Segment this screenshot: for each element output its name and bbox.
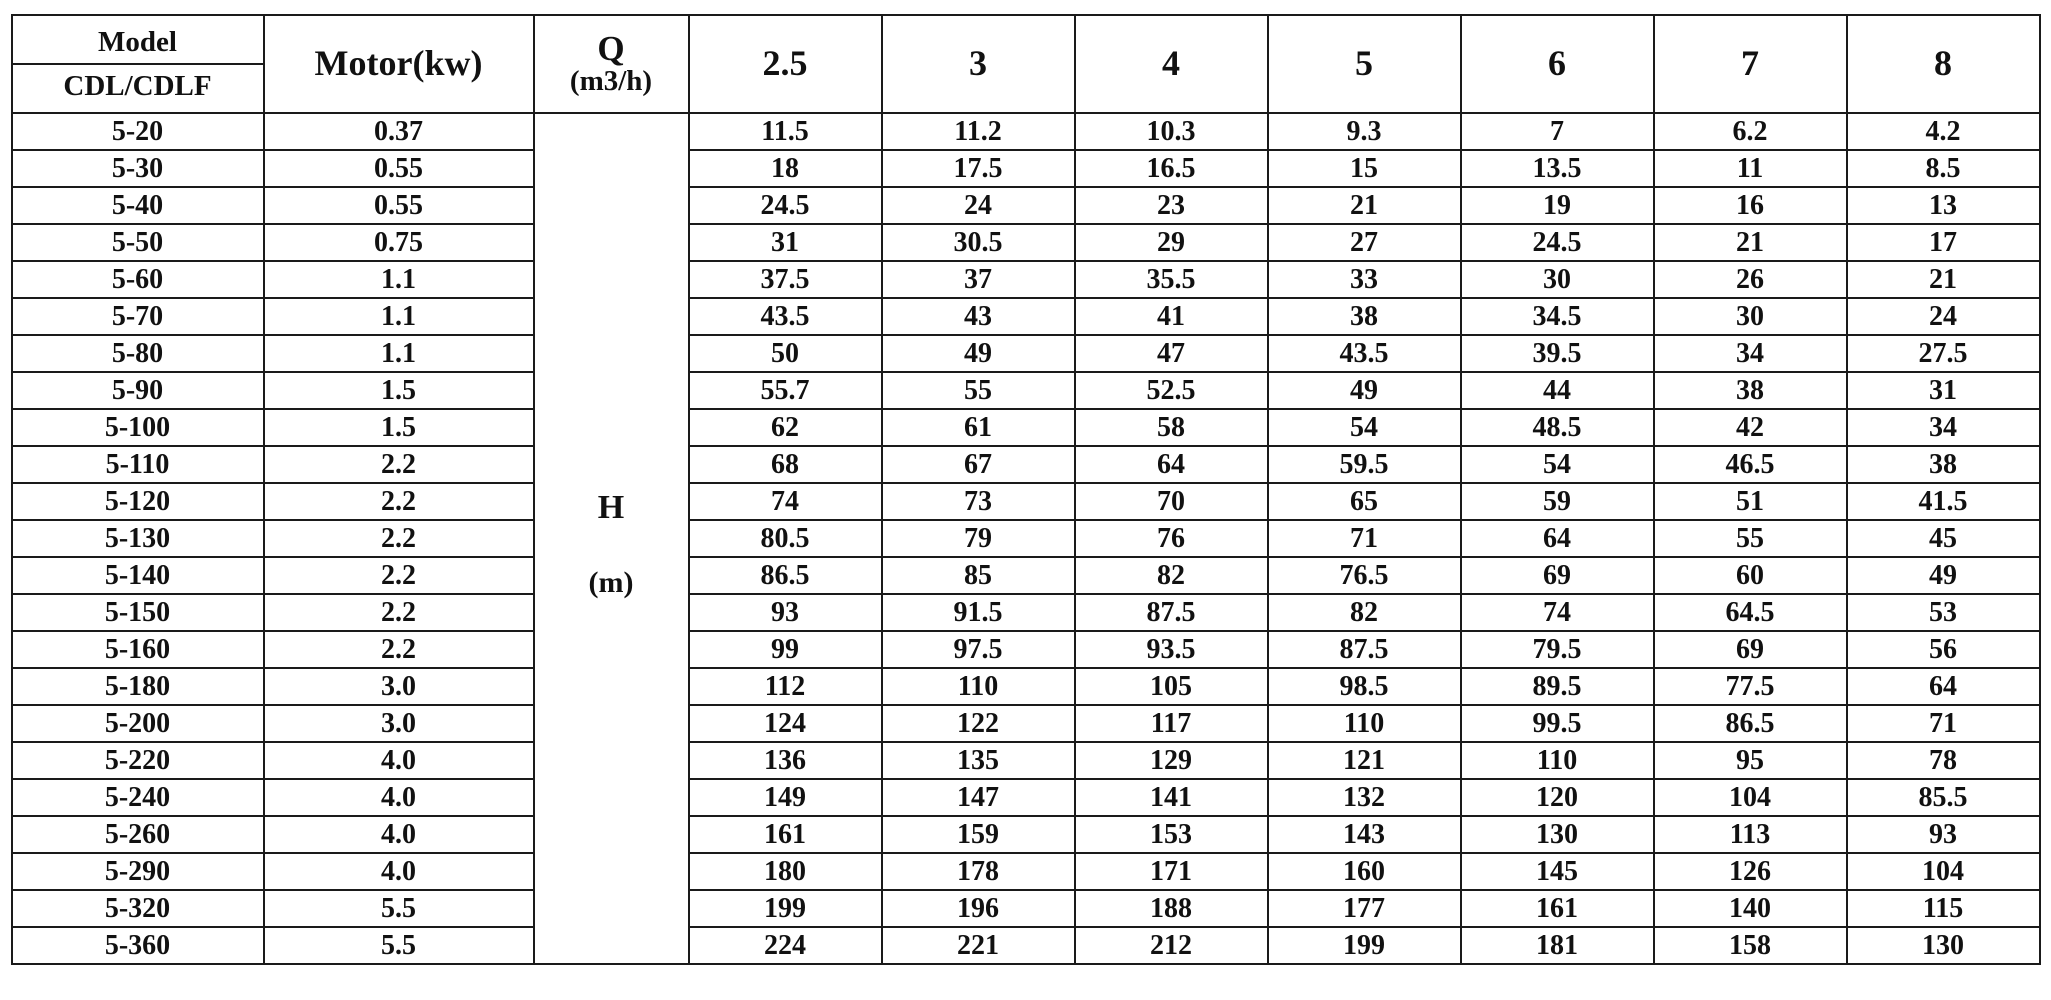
cell-head-value: 21 <box>1847 261 2040 298</box>
cell-head-value: 136 <box>689 742 882 779</box>
cell-head-value: 39.5 <box>1461 335 1654 372</box>
table-row <box>12 594 2040 631</box>
cell-motor: 5.5 <box>264 890 534 927</box>
cell-head-value: 149 <box>689 779 882 816</box>
cell-head-value: 64 <box>1075 446 1268 483</box>
cell-head-value: 26 <box>1654 261 1847 298</box>
cell-head-value: 27 <box>1268 224 1461 261</box>
header-flow-2: 4 <box>1075 15 1268 113</box>
table-row <box>12 372 2040 409</box>
cell-head-value: 85 <box>882 557 1075 594</box>
header-model <box>12 15 264 113</box>
cell-head-value: 158 <box>1654 927 1847 964</box>
cell-head-value: 38 <box>1654 372 1847 409</box>
cell-head-value: 85.5 <box>1847 779 2040 816</box>
cell-motor: 4.0 <box>264 779 534 816</box>
cell-model: 5-220 <box>12 742 264 779</box>
cell-head-value: 199 <box>689 890 882 927</box>
header-model-line1: Model <box>13 27 263 65</box>
cell-head-value: 76.5 <box>1268 557 1461 594</box>
table-row <box>12 890 2040 927</box>
cell-head-value: 11.5 <box>689 113 882 150</box>
cell-head-value: 196 <box>882 890 1075 927</box>
cell-head-value: 17.5 <box>882 150 1075 187</box>
cell-head-value: 93.5 <box>1075 631 1268 668</box>
cell-head-value: 147 <box>882 779 1075 816</box>
cell-head-value: 8.5 <box>1847 150 2040 187</box>
cell-head-value: 54 <box>1268 409 1461 446</box>
cell-head-value: 69 <box>1654 631 1847 668</box>
cell-head-value: 80.5 <box>689 520 882 557</box>
cell-head-value: 89.5 <box>1461 668 1654 705</box>
cell-head-value: 159 <box>882 816 1075 853</box>
cell-motor: 2.2 <box>264 557 534 594</box>
cell-head-value: 86.5 <box>689 557 882 594</box>
cell-head-value: 41 <box>1075 298 1268 335</box>
cell-model: 5-360 <box>12 927 264 964</box>
cell-model: 5-140 <box>12 557 264 594</box>
table-row <box>12 816 2040 853</box>
table-row <box>12 446 2040 483</box>
cell-head-value: 188 <box>1075 890 1268 927</box>
cell-head-value: 24 <box>1847 298 2040 335</box>
cell-head-value: 199 <box>1268 927 1461 964</box>
cell-model: 5-100 <box>12 409 264 446</box>
cell-head-value: 121 <box>1268 742 1461 779</box>
cell-head-value: 93 <box>1847 816 2040 853</box>
cell-head-value: 56 <box>1847 631 2040 668</box>
cell-model: 5-120 <box>12 483 264 520</box>
cell-head-value: 132 <box>1268 779 1461 816</box>
cell-head-value: 71 <box>1268 520 1461 557</box>
cell-head-value: 58 <box>1075 409 1268 446</box>
cell-motor: 4.0 <box>264 853 534 890</box>
header-flow-4: 6 <box>1461 15 1654 113</box>
cell-head-value: 122 <box>882 705 1075 742</box>
cell-head-value: 105 <box>1075 668 1268 705</box>
header-flow-q <box>534 15 689 113</box>
table-row <box>12 409 2040 446</box>
table-row <box>12 779 2040 816</box>
cell-model: 5-150 <box>12 594 264 631</box>
cell-head-value: 45 <box>1847 520 2040 557</box>
table-row <box>12 150 2040 187</box>
cell-head-value: 86.5 <box>1654 705 1847 742</box>
cell-head-value: 30.5 <box>882 224 1075 261</box>
table-row <box>12 483 2040 520</box>
cell-head-value: 7 <box>1461 113 1654 150</box>
cell-head-value: 126 <box>1654 853 1847 890</box>
cell-head-value: 60 <box>1654 557 1847 594</box>
cell-head-value: 224 <box>689 927 882 964</box>
cell-head-value: 55.7 <box>689 372 882 409</box>
pump-performance-table <box>11 14 2041 965</box>
cell-head-value: 64 <box>1847 668 2040 705</box>
cell-head-value: 44 <box>1461 372 1654 409</box>
table-header <box>12 15 2040 113</box>
table-row <box>12 557 2040 594</box>
cell-model: 5-240 <box>12 779 264 816</box>
cell-head-value: 79 <box>882 520 1075 557</box>
cell-head-value: 38 <box>1268 298 1461 335</box>
cell-head-value: 21 <box>1654 224 1847 261</box>
cell-head-value: 91.5 <box>882 594 1075 631</box>
cell-head-value: 73 <box>882 483 1075 520</box>
cell-model: 5-80 <box>12 335 264 372</box>
cell-head-value: 69 <box>1461 557 1654 594</box>
cell-model: 5-160 <box>12 631 264 668</box>
cell-head-value: 34 <box>1654 335 1847 372</box>
cell-head-value: 181 <box>1461 927 1654 964</box>
cell-head-value: 30 <box>1654 298 1847 335</box>
table-row <box>12 705 2040 742</box>
cell-head-value: 110 <box>1268 705 1461 742</box>
table-row <box>12 927 2040 964</box>
table-row <box>12 261 2040 298</box>
cell-motor: 4.0 <box>264 816 534 853</box>
cell-head-value: 31 <box>1847 372 2040 409</box>
cell-motor: 3.0 <box>264 705 534 742</box>
cell-head-value: 23 <box>1075 187 1268 224</box>
cell-head-value: 93 <box>689 594 882 631</box>
cell-motor: 0.55 <box>264 187 534 224</box>
table-body <box>12 113 2040 964</box>
cell-head-value: 70 <box>1075 483 1268 520</box>
cell-head-value: 49 <box>1847 557 2040 594</box>
cell-motor: 5.5 <box>264 927 534 964</box>
cell-head-value: 15 <box>1268 150 1461 187</box>
cell-motor: 2.2 <box>264 483 534 520</box>
cell-head-value: 59.5 <box>1268 446 1461 483</box>
cell-head-value: 34.5 <box>1461 298 1654 335</box>
cell-head-value: 124 <box>689 705 882 742</box>
cell-head-value: 54 <box>1461 446 1654 483</box>
cell-head-value: 87.5 <box>1268 631 1461 668</box>
cell-motor: 2.2 <box>264 594 534 631</box>
cell-head-value: 13.5 <box>1461 150 1654 187</box>
cell-head-value: 52.5 <box>1075 372 1268 409</box>
cell-head-value: 120 <box>1461 779 1654 816</box>
cell-head-value: 35.5 <box>1075 261 1268 298</box>
cell-model: 5-320 <box>12 890 264 927</box>
cell-head-value: 74 <box>689 483 882 520</box>
cell-head-value: 29 <box>1075 224 1268 261</box>
cell-head-value: 153 <box>1075 816 1268 853</box>
cell-motor: 1.1 <box>264 298 534 335</box>
cell-head-value: 212 <box>1075 927 1268 964</box>
cell-head-value: 143 <box>1268 816 1461 853</box>
table-row <box>12 224 2040 261</box>
cell-head-value: 51 <box>1654 483 1847 520</box>
cell-head-value: 17 <box>1847 224 2040 261</box>
cell-head-value: 79.5 <box>1461 631 1654 668</box>
cell-head-value: 24 <box>882 187 1075 224</box>
cell-head-value: 161 <box>1461 890 1654 927</box>
cell-motor: 1.1 <box>264 335 534 372</box>
cell-head-value: 53 <box>1847 594 2040 631</box>
cell-head-value: 21 <box>1268 187 1461 224</box>
cell-head-value: 171 <box>1075 853 1268 890</box>
cell-head-value: 9.3 <box>1268 113 1461 150</box>
header-q-unit: (m3/h) <box>569 64 653 97</box>
cell-motor: 2.2 <box>264 631 534 668</box>
cell-head-value: 82 <box>1075 557 1268 594</box>
cell-model: 5-40 <box>12 187 264 224</box>
cell-head-value: 113 <box>1654 816 1847 853</box>
cell-head-value: 180 <box>689 853 882 890</box>
cell-model: 5-30 <box>12 150 264 187</box>
cell-head-value: 43.5 <box>689 298 882 335</box>
cell-head-value: 55 <box>1654 520 1847 557</box>
cell-head-value: 37.5 <box>689 261 882 298</box>
header-flow-5: 7 <box>1654 15 1847 113</box>
table-row <box>12 335 2040 372</box>
cell-head-value: 110 <box>1461 742 1654 779</box>
cell-head-value: 65 <box>1268 483 1461 520</box>
cell-head-value: 48.5 <box>1461 409 1654 446</box>
table-row <box>12 113 2040 150</box>
cell-head-value: 61 <box>882 409 1075 446</box>
cell-head-value: 16.5 <box>1075 150 1268 187</box>
table-row <box>12 853 2040 890</box>
header-flow-0: 2.5 <box>689 15 882 113</box>
cell-head-value: 11.2 <box>882 113 1075 150</box>
cell-head-value: 177 <box>1268 890 1461 927</box>
cell-head-value: 49 <box>1268 372 1461 409</box>
cell-head-value: 67 <box>882 446 1075 483</box>
cell-head-value: 74 <box>1461 594 1654 631</box>
cell-head-value: 64.5 <box>1654 594 1847 631</box>
cell-head-value: 97.5 <box>882 631 1075 668</box>
cell-head-value: 47 <box>1075 335 1268 372</box>
cell-head-value: 129 <box>1075 742 1268 779</box>
cell-head-value: 42 <box>1654 409 1847 446</box>
table-row <box>12 187 2040 224</box>
cell-head-value: 98.5 <box>1268 668 1461 705</box>
cell-head-value: 104 <box>1847 853 2040 890</box>
cell-head-value: 10.3 <box>1075 113 1268 150</box>
cell-head-value: 43.5 <box>1268 335 1461 372</box>
cell-motor: 1.1 <box>264 261 534 298</box>
cell-head-value: 104 <box>1654 779 1847 816</box>
cell-head-value: 135 <box>882 742 1075 779</box>
cell-head-value: 76 <box>1075 520 1268 557</box>
cell-model: 5-110 <box>12 446 264 483</box>
cell-head-value: 71 <box>1847 705 2040 742</box>
cell-head-value: 145 <box>1461 853 1654 890</box>
cell-head-value: 13 <box>1847 187 2040 224</box>
cell-model: 5-290 <box>12 853 264 890</box>
cell-motor: 2.2 <box>264 446 534 483</box>
cell-head-value: 30 <box>1461 261 1654 298</box>
cell-head-value: 55 <box>882 372 1075 409</box>
head-symbol: H <box>597 489 625 527</box>
cell-model: 5-180 <box>12 668 264 705</box>
header-flow-3: 5 <box>1268 15 1461 113</box>
cell-head-value: 115 <box>1847 890 2040 927</box>
cell-head-value: 140 <box>1654 890 1847 927</box>
cell-head-unit <box>534 113 689 964</box>
cell-head-value: 117 <box>1075 705 1268 742</box>
cell-motor: 1.5 <box>264 372 534 409</box>
cell-head-value: 130 <box>1847 927 2040 964</box>
cell-head-value: 130 <box>1461 816 1654 853</box>
cell-head-value: 112 <box>689 668 882 705</box>
cell-head-value: 38 <box>1847 446 2040 483</box>
header-flow-6: 8 <box>1847 15 2040 113</box>
cell-head-value: 161 <box>689 816 882 853</box>
table-row <box>12 298 2040 335</box>
table-row <box>12 631 2040 668</box>
header-flow-1: 3 <box>882 15 1075 113</box>
cell-head-value: 6.2 <box>1654 113 1847 150</box>
cell-model: 5-200 <box>12 705 264 742</box>
header-row <box>12 15 2040 113</box>
cell-head-value: 82 <box>1268 594 1461 631</box>
cell-head-value: 27.5 <box>1847 335 2040 372</box>
cell-model: 5-50 <box>12 224 264 261</box>
cell-motor: 0.55 <box>264 150 534 187</box>
cell-head-value: 141 <box>1075 779 1268 816</box>
cell-head-value: 24.5 <box>1461 224 1654 261</box>
cell-motor: 0.37 <box>264 113 534 150</box>
cell-motor: 0.75 <box>264 224 534 261</box>
cell-head-value: 46.5 <box>1654 446 1847 483</box>
cell-model: 5-260 <box>12 816 264 853</box>
table-row <box>12 520 2040 557</box>
cell-model: 5-90 <box>12 372 264 409</box>
header-motor: Motor(kw) <box>264 15 534 113</box>
cell-motor: 4.0 <box>264 742 534 779</box>
cell-model: 5-70 <box>12 298 264 335</box>
table-row <box>12 742 2040 779</box>
cell-model: 5-20 <box>12 113 264 150</box>
cell-head-value: 64 <box>1461 520 1654 557</box>
cell-head-value: 41.5 <box>1847 483 2040 520</box>
cell-head-value: 87.5 <box>1075 594 1268 631</box>
cell-head-value: 178 <box>882 853 1075 890</box>
cell-head-value: 19 <box>1461 187 1654 224</box>
cell-head-value: 18 <box>689 150 882 187</box>
cell-head-value: 99.5 <box>1461 705 1654 742</box>
cell-model: 5-60 <box>12 261 264 298</box>
cell-head-value: 77.5 <box>1654 668 1847 705</box>
cell-motor: 1.5 <box>264 409 534 446</box>
head-unit: (m) <box>588 565 634 599</box>
table-row <box>12 668 2040 705</box>
cell-head-value: 59 <box>1461 483 1654 520</box>
cell-motor: 3.0 <box>264 668 534 705</box>
cell-head-value: 24.5 <box>689 187 882 224</box>
cell-head-value: 33 <box>1268 261 1461 298</box>
header-q-symbol: Q <box>597 28 625 68</box>
cell-head-value: 221 <box>882 927 1075 964</box>
cell-head-value: 31 <box>689 224 882 261</box>
cell-head-value: 11 <box>1654 150 1847 187</box>
header-model-line2: CDL/CDLF <box>63 70 212 102</box>
cell-head-value: 68 <box>689 446 882 483</box>
cell-head-value: 4.2 <box>1847 113 2040 150</box>
cell-head-value: 49 <box>882 335 1075 372</box>
cell-head-value: 99 <box>689 631 882 668</box>
cell-head-value: 110 <box>882 668 1075 705</box>
cell-head-value: 34 <box>1847 409 2040 446</box>
cell-head-value: 95 <box>1654 742 1847 779</box>
cell-head-value: 43 <box>882 298 1075 335</box>
cell-head-value: 16 <box>1654 187 1847 224</box>
cell-motor: 2.2 <box>264 520 534 557</box>
cell-model: 5-130 <box>12 520 264 557</box>
cell-head-value: 78 <box>1847 742 2040 779</box>
cell-head-value: 160 <box>1268 853 1461 890</box>
cell-head-value: 50 <box>689 335 882 372</box>
cell-head-value: 62 <box>689 409 882 446</box>
cell-head-value: 37 <box>882 261 1075 298</box>
